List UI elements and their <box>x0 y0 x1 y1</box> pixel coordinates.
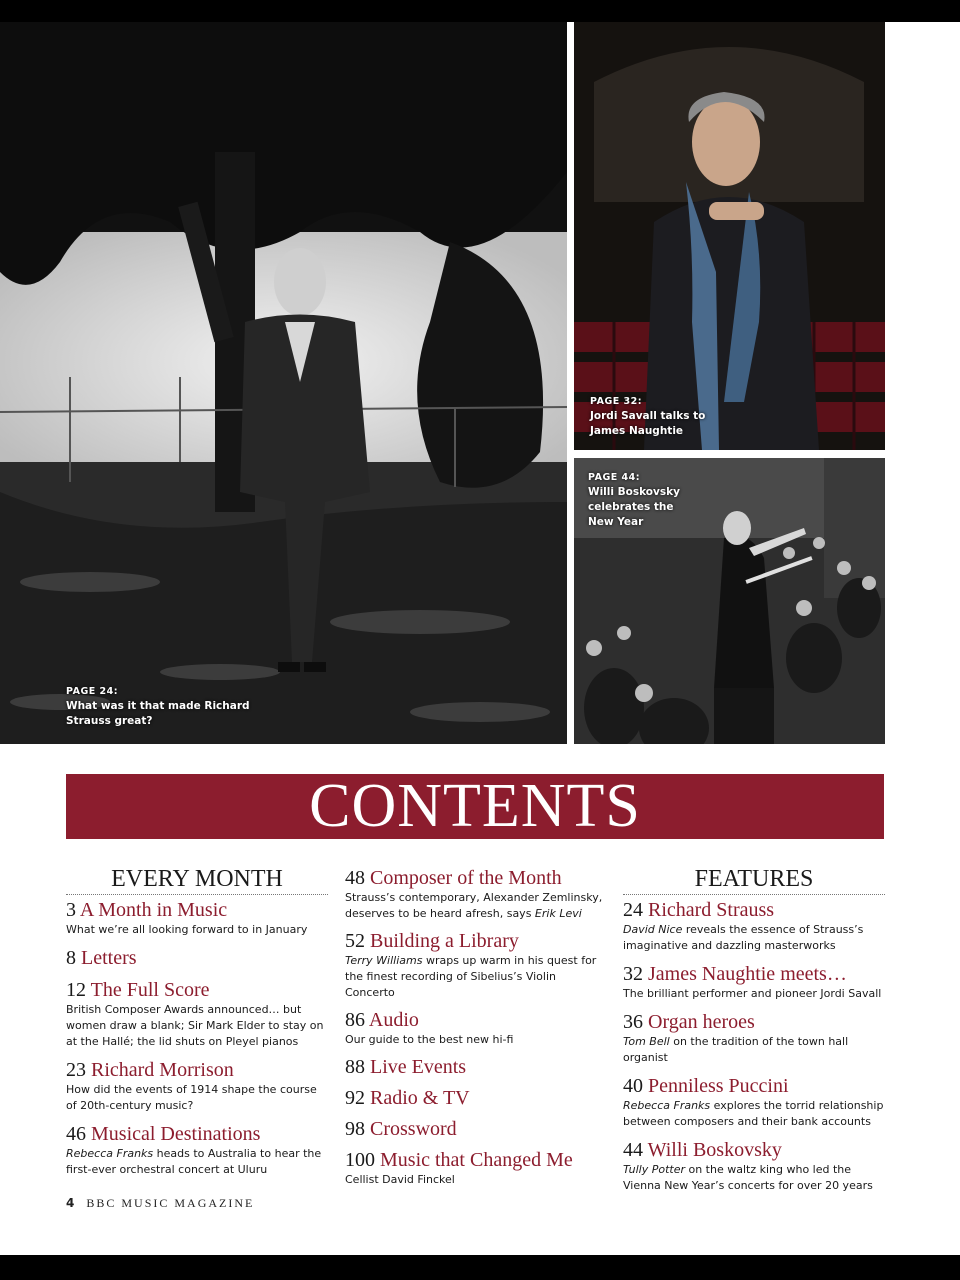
toc-description-text: Strauss’s contemporary, Alexander Zemlinsky, deserves to be heard afresh, says <box>345 891 603 920</box>
toc-page-number: 32 <box>623 963 643 985</box>
toc-description <box>623 1098 885 1130</box>
toc-title[interactable]: Musical Destinations <box>91 1123 261 1145</box>
toc-description-text: on the tradition of the town hall organist <box>623 1035 849 1064</box>
toc-entry[interactable] <box>66 1058 328 1114</box>
toc-entry[interactable] <box>66 1122 328 1178</box>
toc-entry-heading[interactable] <box>623 1010 885 1034</box>
toc-entry-heading[interactable] <box>66 978 328 1002</box>
toc-title[interactable]: James Naughtie meets… <box>648 963 847 985</box>
toc-title[interactable]: Willi Boskovsky <box>647 1139 782 1161</box>
toc-description: What we’re all looking forward to in January <box>66 923 308 936</box>
caption-strauss-page: PAGE 24: <box>66 686 119 697</box>
toc-entry[interactable] <box>66 978 328 1050</box>
toc-page-number: 92 <box>345 1087 365 1109</box>
toc-entry[interactable] <box>345 1055 607 1079</box>
toc-author: Erik Levi <box>534 907 582 920</box>
column-middle <box>345 866 607 1195</box>
toc-title[interactable]: The Full Score <box>90 979 210 1001</box>
caption-boskovsky <box>588 470 698 530</box>
toc-page-number: 46 <box>66 1123 86 1145</box>
toc-entry-heading[interactable] <box>345 1008 607 1032</box>
toc-entry-heading[interactable] <box>623 1074 885 1098</box>
toc-description: British Composer Awards announced… but women draw a blank; Sir Mark Elder to stay on at the Hallé; the lid shuts on Pleyel pianos <box>66 1003 324 1048</box>
toc-title[interactable]: Organ heroes <box>648 1011 755 1033</box>
toc-title[interactable]: Radio & TV <box>370 1087 470 1109</box>
toc-title[interactable]: Music that Changed Me <box>380 1149 573 1171</box>
toc-page-number: 44 <box>623 1139 643 1161</box>
toc-entry[interactable] <box>66 898 328 938</box>
top-black-bar <box>0 0 960 22</box>
toc-entry[interactable] <box>345 1086 607 1110</box>
toc-author: Rebecca Franks <box>623 1099 711 1112</box>
toc-description: How did the events of 1914 shape the course of 20th-century music? <box>66 1083 317 1112</box>
column-every-month <box>66 866 328 1186</box>
toc-entry-heading[interactable] <box>345 1117 607 1141</box>
toc-description <box>345 890 607 922</box>
toc-author: David Nice <box>623 923 683 936</box>
toc-description-text: heads to Australia to hear the first-ever orchestral concert at Uluru <box>66 1147 322 1176</box>
caption-strauss <box>66 684 266 729</box>
toc-entry[interactable] <box>66 946 328 970</box>
photo-richard-strauss <box>0 22 567 744</box>
contents-banner <box>66 774 884 839</box>
caption-strauss-text: What was it that made Richard Strauss great? <box>66 700 250 727</box>
toc-entry[interactable] <box>345 866 607 922</box>
toc-description <box>623 1034 885 1066</box>
toc-description-text: on the waltz king who led the Vienna New Year’s concerts for over 20 years <box>623 1163 873 1192</box>
toc-entry-heading[interactable] <box>345 866 607 890</box>
toc-entry-heading[interactable] <box>623 962 885 986</box>
toc-entry-heading[interactable] <box>345 1055 607 1079</box>
toc-description: The brilliant performer and pioneer Jordi Savall <box>623 987 882 1000</box>
bottom-black-bar <box>0 1255 960 1280</box>
toc-description <box>623 1162 885 1194</box>
caption-boskovsky-page: PAGE 44: <box>588 472 641 483</box>
toc-title[interactable]: Live Events <box>370 1056 467 1078</box>
toc-title[interactable]: A Month in Music <box>79 899 228 921</box>
toc-page-number: 100 <box>345 1149 375 1171</box>
column-features <box>623 866 885 1202</box>
photo-jordi-savall <box>574 22 885 450</box>
toc-title[interactable]: Composer of the Month <box>370 867 562 889</box>
toc-entry-heading[interactable] <box>345 1086 607 1110</box>
toc-entry[interactable] <box>345 929 607 1001</box>
toc-page-number: 36 <box>623 1011 643 1033</box>
toc-page-number: 88 <box>345 1056 365 1078</box>
toc-entry-heading[interactable] <box>345 929 607 953</box>
toc-author: Rebecca Franks <box>66 1147 154 1160</box>
toc-author: Tully Potter <box>623 1163 685 1176</box>
toc-entry[interactable] <box>623 1010 885 1066</box>
caption-savall-page: PAGE 32: <box>590 396 643 407</box>
column-heading-every-month: EVERY MONTH <box>66 866 328 895</box>
toc-page-number: 3 <box>66 899 76 921</box>
toc-description-text: wraps up warm in his quest for the finest recording of Sibelius’s Violin Concerto <box>345 954 597 999</box>
toc-page-number: 40 <box>623 1075 643 1097</box>
toc-entry-heading[interactable] <box>66 898 328 922</box>
toc-entry[interactable] <box>345 1148 607 1188</box>
toc-entry-heading[interactable] <box>66 1058 328 1082</box>
caption-boskovsky-text: Willi Boskovsky celebrates the New Year <box>588 486 680 528</box>
caption-savall-text: Jordi Savall talks to James Naughtie <box>590 410 706 437</box>
toc-entry-heading[interactable] <box>623 1138 885 1162</box>
magazine-name: BBC MUSIC MAGAZINE <box>86 1196 255 1210</box>
toc-entry[interactable] <box>623 962 885 1002</box>
toc-description-text: explores the torrid relationship between composers and their bank accounts <box>623 1099 884 1128</box>
toc-page-number: 24 <box>623 899 643 921</box>
toc-description: Our guide to the best new hi-fi <box>345 1033 514 1046</box>
toc-entry[interactable] <box>623 1138 885 1194</box>
toc-author: Tom Bell <box>623 1035 670 1048</box>
toc-description <box>66 1146 328 1178</box>
toc-entry[interactable] <box>345 1008 607 1048</box>
page-number: 4 <box>66 1196 75 1210</box>
toc-title[interactable]: Richard Morrison <box>91 1059 234 1081</box>
toc-description: Cellist David Finckel <box>345 1173 455 1186</box>
column-heading-features: FEATURES <box>623 866 885 895</box>
toc-title[interactable]: Letters <box>81 947 137 969</box>
toc-page-number: 8 <box>66 947 76 969</box>
toc-title[interactable]: Crossword <box>370 1118 457 1140</box>
toc-description <box>623 922 885 954</box>
toc-entry-heading[interactable] <box>623 898 885 922</box>
toc-page-number: 52 <box>345 930 365 952</box>
toc-page-number: 23 <box>66 1059 86 1081</box>
toc-description <box>345 953 607 1001</box>
toc-author: Terry Williams <box>345 954 423 967</box>
toc-page-number: 86 <box>345 1009 365 1031</box>
toc-description-text: reveals the essence of Strauss’s imaginative and dazzling masterworks <box>623 923 864 952</box>
caption-savall <box>590 394 710 439</box>
toc-entry-heading[interactable] <box>345 1148 607 1172</box>
toc-page-number: 12 <box>66 979 86 1001</box>
contents-title: CONTENTS <box>309 772 641 840</box>
toc-page-number: 98 <box>345 1118 365 1140</box>
page-footer <box>66 1196 254 1211</box>
toc-title[interactable]: Building a Library <box>370 930 519 952</box>
toc-title[interactable]: Penniless Puccini <box>648 1075 789 1097</box>
toc-title[interactable]: Audio <box>368 1009 419 1031</box>
toc-title[interactable]: Richard Strauss <box>648 899 775 921</box>
toc-entry[interactable] <box>345 1117 607 1141</box>
toc-entry[interactable] <box>623 1074 885 1130</box>
toc-entry[interactable] <box>623 898 885 954</box>
toc-entry-heading[interactable] <box>66 946 328 970</box>
toc-page-number: 48 <box>345 867 365 889</box>
toc-entry-heading[interactable] <box>66 1122 328 1146</box>
